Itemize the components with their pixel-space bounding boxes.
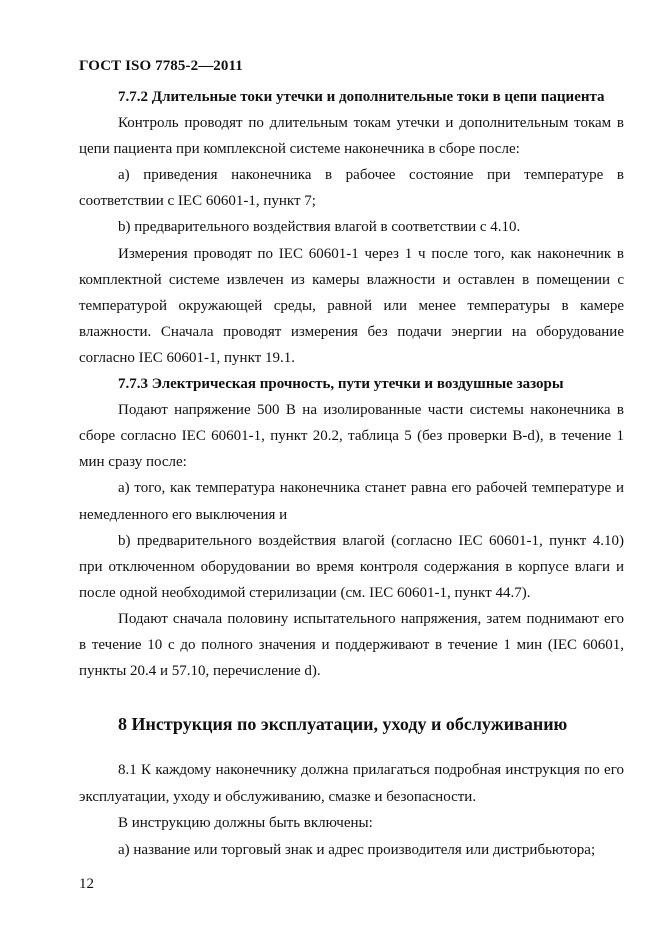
section-title: 8 Инструкция по эксплуатации, уходу и обслуживанию (118, 714, 568, 734)
paragraph: Измерения проводят по IEC 60601-1 через 1 ч после того, как наконечник в комплектной системе извлечен из камеры влажности и оставлен в помещении с температурой окружающей среды, равной или менее температуры в камере влажности. Сначала проводят измерения без подачи энергии на оборудование согласно IEC 60601-1, пункт 19.1. (79, 245, 624, 366)
subsection-heading-7-7-2: 7.7.2 Длительные токи утечки и дополнительные токи в цепи пациента (118, 89, 605, 105)
list-item: а) название или торговый знак и адрес производителя или дистрибьютора; (118, 841, 596, 858)
paragraph: Подают напряжение 500 В на изолированные части системы наконечника в сборе согласно IEC 60601-1, пункт 20.2, таблица 5 (без проверки B-d), в течение 1 мин сразу после: (79, 402, 624, 471)
paragraph: Подают сначала половину испытательного напряжения, затем поднимают его в течение 10 с до полного значения и поддерживают в течение 1 мин (IEC 60601, пункты 20.4 и 57.10, перечисление d). (79, 610, 624, 680)
list-item: а) приведения наконечника в рабочее состояние при температуре в соответствии с IEC 60601-1, пункт 7; (79, 167, 624, 210)
page-number: 12 (79, 876, 94, 892)
list-item: b) предварительного воздействия влагой (согласно IEC 60601-1, пункт 4.10) при отключенном оборудовании во время контроля содержания в корпусе влаги и после одной необходимой стерилизации (см. IEC 60601-1, пункт 44.7). (79, 532, 624, 601)
list-item: а) того, как температура наконечника станет равна его рабочей температуре и немедленного его выключения и (79, 480, 624, 523)
list-item: b) предварительного воздействия влагой в соответствии с 4.10. (118, 219, 521, 236)
subsection-heading-7-7-3: 7.7.3 Электрическая прочность, пути утечки и воздушные зазоры (118, 376, 564, 393)
document-header: ГОСТ ISO 7785-2—2011 (79, 58, 243, 74)
section-body-text (79, 757, 624, 863)
body-text (79, 84, 624, 684)
paragraph: Контроль проводят по длительным токам утечки и дополнительным токам в цепи пациента при комплексной системе наконечника в сборе после: (79, 115, 624, 158)
paragraph: 8.1 К каждому наконечнику должна прилагаться подробная инструкция по его эксплуатации, уходу и обслуживанию, смазке и безопасности. (79, 762, 624, 805)
paragraph: В инструкцию должны быть включены: (118, 815, 373, 831)
